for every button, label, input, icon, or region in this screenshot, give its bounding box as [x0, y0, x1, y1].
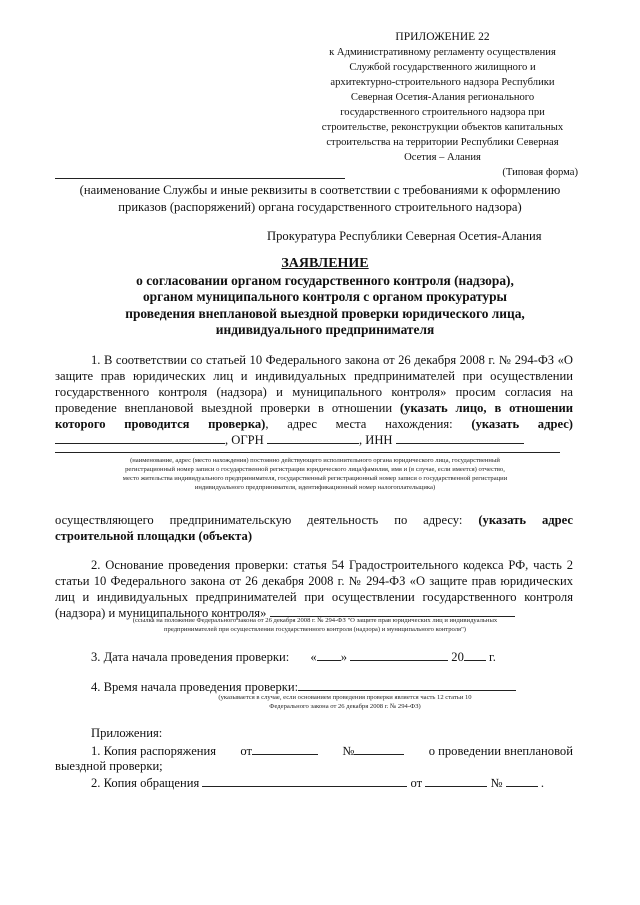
appendix-line: строительстве, реконструкции объектов капитальных — [321, 122, 564, 133]
month-input-line[interactable] — [350, 649, 448, 661]
attachment-item-1 — [91, 743, 573, 759]
year-input-line[interactable] — [464, 649, 486, 661]
note-2-line-text: (ссылка на положение Федерального закона от 26 декабря 2008 г. № 294-ФЗ "О защите прав юридических лиц и индивидуальных — [132, 617, 498, 624]
paragraph-3 — [91, 649, 581, 665]
paragraph-2-text: 2. Основание проведения проверки: статья 54 Градостроительного кодекса РФ, часть 2 статьи 10 Федерального закона от 26 декабря 2008 г. № 294-ФЗ «О защите прав юридических лиц и индивидуальных предпринимателей при осуществлении государственного контроля (надзора) и муниципального контроля» — [55, 558, 573, 620]
addressee: Прокуратура Республики Северная Осетия-Алания — [267, 229, 542, 243]
inn-input-line[interactable] — [396, 432, 524, 444]
year-suffix: г. — [489, 650, 496, 664]
note-1 — [50, 456, 580, 492]
appendix-line: Северная Осетия-Алания регионального — [350, 92, 535, 103]
appendix-line: Службой государственного жилищного и — [349, 62, 536, 73]
note-2 — [50, 616, 580, 634]
close-quote: » — [340, 650, 347, 664]
attachment-2-date-line[interactable] — [425, 775, 487, 787]
day-input-line[interactable] — [317, 649, 341, 661]
title-line: проведения внеплановой выездной проверки юридического лица, — [125, 305, 525, 321]
appendix-line: архитектурно-строительного надзора Республики — [330, 77, 555, 88]
attachment-2-label: 2. Копия обращения — [91, 776, 200, 790]
paragraph-1-address-label: , адрес места нахождения: — [265, 417, 453, 431]
inn-label: , ИНН — [358, 433, 393, 447]
attachment-2-number-label: № — [490, 776, 503, 790]
service-caption-line: приказов (распоряжений) органа государственного строительного надзора) — [118, 200, 522, 214]
appendix-line: государственного строительного надзора при — [340, 107, 545, 118]
attachment-2-number-line[interactable] — [506, 775, 538, 787]
service-caption-line: (наименование Службы и иные реквизиты в соответствии с требованиями к оформлению — [79, 183, 561, 197]
attachment-1-number-label: № — [342, 744, 355, 758]
paragraph-1-address-hint: (указать адрес) — [471, 417, 573, 431]
attachment-2-text-line[interactable] — [202, 775, 407, 787]
open-quote: « — [310, 650, 317, 664]
attachment-1-continued: выездной проверки; — [55, 759, 163, 773]
activity-text: осуществляющего предпринимательскую деятельность по адресу: — [55, 513, 463, 527]
attachment-1-label: 1. Копия распоряжения — [91, 744, 217, 758]
note-1-line-text: индивидуального предпринимателя, идентификационный номер налогоплательщика) — [194, 484, 436, 491]
year-prefix: 20 — [451, 650, 464, 664]
attachment-1-date-line[interactable] — [252, 743, 318, 755]
start-date-label: 3. Дата начала проведения проверки: — [91, 650, 290, 664]
start-time-label: 4. Время начала проведения проверки: — [91, 680, 299, 694]
note-3-line-text: (указывается в случае, если основанием проведения проверки является часть 12 статьи 10 — [218, 694, 472, 701]
note-1-line-text: место жительства индивидуального предпринимателя, государственный регистрационный номер записи о государственной регистрации — [122, 475, 508, 482]
title-main: ЗАЯВЛЕНИЕ — [281, 256, 369, 271]
attachment-1-from-label: от — [240, 744, 253, 758]
title-line: о согласовании органом государственного контроля (надзора), — [136, 272, 514, 288]
appendix-line: к Административному регламенту осуществления — [329, 47, 556, 58]
form-type-label: (Типовая форма) — [502, 167, 578, 178]
attachment-1-number-line[interactable] — [354, 743, 404, 755]
ogrn-input-line[interactable] — [267, 432, 359, 444]
attachment-2-end: . — [540, 776, 544, 790]
paragraph-1 — [55, 352, 573, 448]
appendix-line: Осетия – Алания — [404, 152, 481, 163]
ogrn-label: , ОГРН — [225, 433, 264, 447]
appendix-block — [305, 30, 580, 180]
note-1-line-text: (наименование, адрес (место нахождения) постоянно действующего исполнительного органа юридического лица, государственный — [130, 457, 500, 464]
paragraph-2 — [55, 557, 573, 621]
paragraph-1-subject: (указать лицо, в отношении которого проводится проверка) — [55, 401, 573, 431]
title-line: индивидуального предпринимателя — [215, 322, 435, 337]
title-line: органом муниципального контроля с органом прокуратуры — [142, 289, 507, 304]
paragraph-1-text: 1. В соответствии со статьей 10 Федерального закона от 26 декабря 2008 г. № 294-ФЗ «О защите прав юридических лиц и индивидуальных предпринимателей при осуществлении государственного контроля (надзора) и муниципального контроля» просим согласия на проведение внеплановой выездной проверки в отношении — [55, 353, 573, 415]
time-input-line[interactable] — [298, 679, 516, 691]
activity-address-hint: (указать адрес строительной площадки (объекта) — [55, 513, 573, 543]
address-input-line[interactable] — [55, 432, 225, 444]
service-caption — [40, 182, 600, 216]
note-3-line-text: Федерального закона от 26 декабря 2008 г. № 294-ФЗ) — [269, 703, 421, 710]
activity-address — [55, 512, 573, 544]
note-1-line-text: регистрационный номер записи о государственной регистрации юридического лица/фамилия, имя и (в случае, если имеется) отчество, — [125, 466, 505, 473]
document-title — [60, 256, 590, 339]
note-3 — [180, 693, 510, 711]
note-2-line-text: предпринимателей при осуществлении государственного контроля (надзора) и муниципального контроля") — [164, 626, 466, 633]
note-1-line — [55, 452, 560, 453]
attachment-2-from-label: от — [410, 776, 423, 790]
attachment-item-2 — [91, 775, 573, 791]
attachments-heading: Приложения: — [91, 726, 163, 740]
appendix-line: строительства на территории Республики Северная — [326, 137, 559, 148]
attachment-1-description: о проведении внеплановой — [428, 744, 573, 758]
appendix-number: ПРИЛОЖЕНИЕ 22 — [395, 31, 490, 43]
service-name-line — [55, 178, 345, 179]
